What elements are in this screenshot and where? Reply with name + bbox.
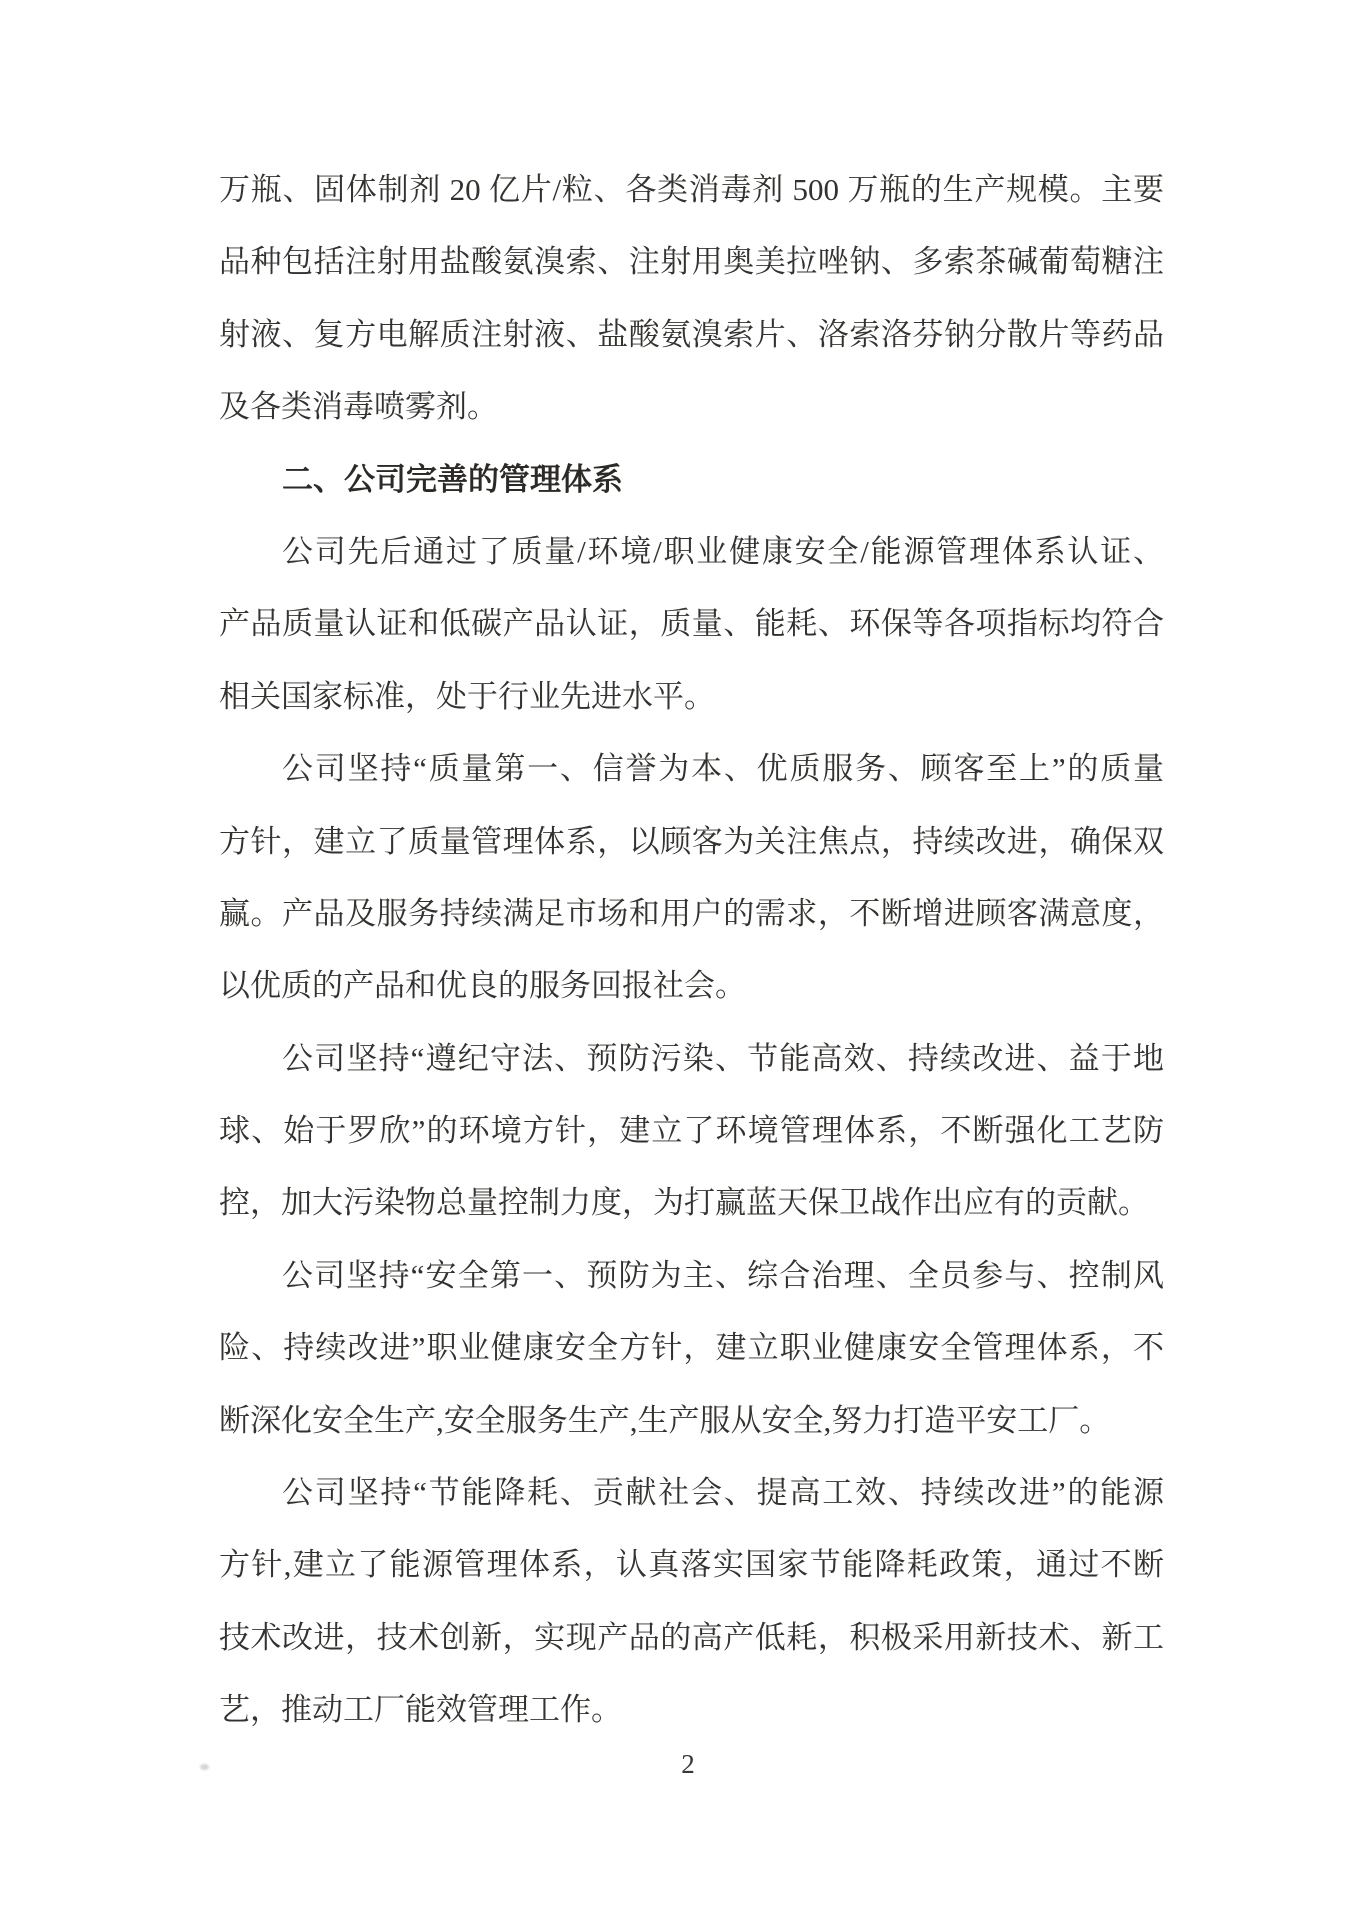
paragraph-energy-policy <box>219 1457 1164 1747</box>
body-line: 公司坚持“节能降耗、贡献社会、提高工效、持续改进”的能源 <box>282 1475 1164 1511</box>
body-line: 公司先后通过了质量/环境/职业健康安全/能源管理体系认证、 <box>282 533 1164 569</box>
body-line: 射液、复方电解质注射液、盐酸氨溴索片、洛索洛芬钠分散片等药品 <box>219 316 1164 352</box>
paragraph-safety-policy <box>219 1240 1164 1457</box>
body-line: 控，加大污染物总量控制力度，为打赢蓝天保卫战作出应有的贡献。 <box>219 1185 1149 1221</box>
body-line: 断深化安全生产,安全服务生产,生产服从安全,努力打造平安工厂。 <box>219 1402 1111 1438</box>
body-line: 以优质的产品和优良的服务回报社会。 <box>219 968 746 1004</box>
section-heading: 二、公司完善的管理体系 <box>282 461 623 497</box>
paragraph-environment-policy <box>219 1023 1164 1240</box>
body-line: 相关国家标准，处于行业先进水平。 <box>219 678 715 714</box>
text-block <box>219 154 1164 1747</box>
body-line: 球、始于罗欣”的环境方针，建立了环境管理体系，不断强化工艺防 <box>219 1113 1164 1149</box>
page-number: 2 <box>681 1749 695 1779</box>
body-line: 产品质量认证和低碳产品认证，质量、能耗、环保等各项指标均符合 <box>219 606 1164 642</box>
body-line: 品种包括注射用盐酸氨溴索、注射用奥美拉唑钠、多索茶碱葡萄糖注 <box>219 244 1164 280</box>
paragraph-continuation <box>219 154 1164 444</box>
paragraph-quality-policy <box>219 733 1164 1023</box>
body-line: 艺，推动工厂能效管理工作。 <box>219 1692 622 1728</box>
body-line: 公司坚持“质量第一、信誉为本、优质服务、顾客至上”的质量 <box>282 751 1164 787</box>
body-line: 方针，建立了质量管理体系，以顾客为关注焦点，持续改进，确保双 <box>219 823 1164 859</box>
paragraph-certifications <box>219 516 1164 733</box>
body-line: 公司坚持“安全第一、预防为主、综合治理、全员参与、控制风 <box>282 1257 1164 1293</box>
body-line: 赢。产品及服务持续满足市场和用户的需求，不断增进顾客满意度， <box>219 895 1164 931</box>
body-line: 技术改进，技术创新，实现产品的高产低耗，积极采用新技术、新工 <box>219 1619 1164 1655</box>
body-line: 方针,建立了能源管理体系，认真落实国家节能降耗政策，通过不断 <box>219 1547 1164 1583</box>
body-line: 公司坚持“遵纪守法、预防污染、节能高效、持续改进、益于地 <box>282 1040 1164 1076</box>
body-line: 万瓶、固体制剂 20 亿片/粒、各类消毒剂 500 万瓶的生产规模。主要 <box>219 172 1164 207</box>
body-line: 及各类消毒喷雾剂。 <box>219 389 498 425</box>
body-line: 险、持续改进”职业健康安全方针，建立职业健康安全管理体系，不 <box>219 1330 1164 1366</box>
